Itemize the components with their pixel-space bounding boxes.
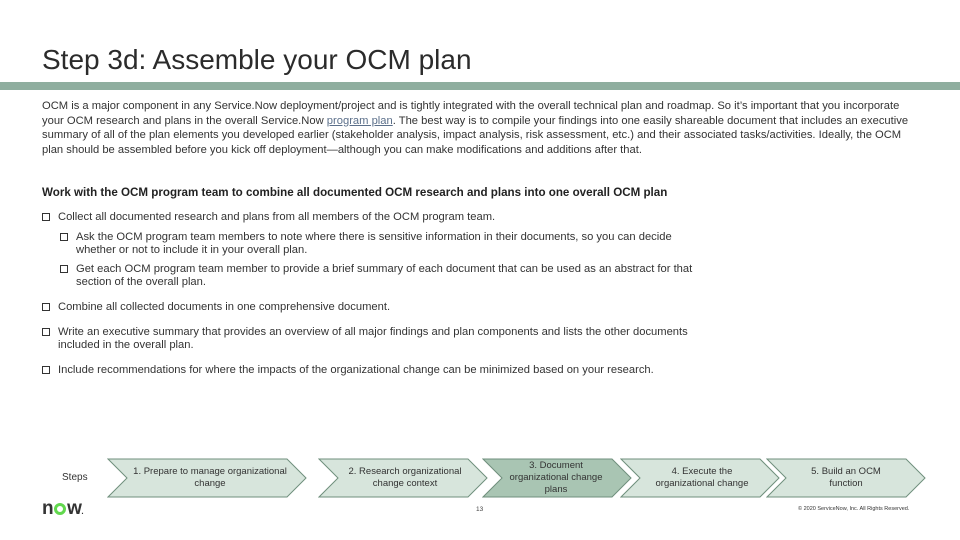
checklist-item-text: Combine all collected documents in one comprehensive document. [58, 301, 391, 313]
checkbox-icon[interactable] [60, 233, 68, 241]
step-chevron-1[interactable] [107, 458, 307, 498]
step-label: 3. Document organizational change plans [509, 460, 603, 495]
page-number: 13 [476, 506, 484, 513]
checklist-subitem [60, 263, 710, 289]
logo-o-ring-icon [54, 503, 66, 515]
step-chevron-5[interactable] [766, 458, 926, 498]
step-label: 1. Prepare to manage organizational change [133, 466, 287, 489]
step-chevron-3-active[interactable] [482, 458, 632, 498]
step-chevron-4[interactable] [620, 458, 780, 498]
logo-n: n [42, 498, 54, 519]
checklist-item-text: Collect all documented research and plans from all members of the OCM program team. [58, 211, 496, 223]
checkbox-icon[interactable] [42, 328, 50, 336]
intro-text-before-link: OCM is a major component in any Service.Now deployment/project and is tightly integrated with the overall technical plan and roadmap. So it’s important that you incorporate your OCM research and plans in the overall Service.Now [42, 100, 900, 127]
checkbox-icon[interactable] [42, 303, 50, 311]
copyright-notice: © 2020 ServiceNow, Inc. All Rights Reserved. [798, 506, 910, 512]
intro-paragraph [42, 99, 922, 157]
checklist-item-text: Include recommendations for where the impacts of the organizational change can be minimized based on your research. [58, 364, 654, 376]
section-subheading: Work with the OCM program team to combine all documented OCM research and plans into one overall OCM plan [42, 186, 668, 199]
step-label: 2. Research organizational change context [348, 466, 462, 489]
step-chevron-2[interactable] [318, 458, 488, 498]
checklist-item [42, 326, 692, 352]
title-divider [0, 82, 960, 90]
checklist-subitem [60, 231, 690, 257]
slide-title: Step 3d: Assemble your OCM plan [42, 44, 472, 75]
checkbox-icon[interactable] [42, 213, 50, 221]
program-plan-link[interactable]: program plan [326, 114, 393, 127]
steps-label: Steps [62, 472, 88, 483]
step-label: 5. Build an OCM function [811, 466, 881, 489]
checklist-item [42, 211, 902, 224]
checklist-item [42, 301, 902, 314]
intro-text-after-link: . The best way is to compile your findings into one easily shareable document that includes an executive summary of all of the plan elements you developed earlier (stakeholder analysis, impact analysis, risk assessment, etc.) and their associated tasks/activities. Ideally, the OCM plan should be assembled before you kick off deployment—although you can make modifications and additions after that. [42, 114, 909, 156]
checkbox-icon[interactable] [60, 265, 68, 273]
servicenow-logo: n w. [42, 498, 84, 519]
step-label: 4. Execute the organizational change [655, 466, 749, 489]
checklist-item-text: Ask the OCM program team members to note where there is sensitive information in their documents, so you can decide whether or not to include it in your overall plan. [76, 231, 672, 256]
checklist-item-text: Write an executive summary that provides an overview of all major findings and plan components and lists the other documents included in the overall plan. [58, 326, 688, 351]
checklist-item [42, 364, 902, 377]
checklist-item-text: Get each OCM program team member to provide a brief summary of each document that can be used as an abstract for that section of the overall plan. [76, 263, 693, 288]
logo-w: w [67, 498, 82, 519]
checkbox-icon[interactable] [42, 366, 50, 374]
